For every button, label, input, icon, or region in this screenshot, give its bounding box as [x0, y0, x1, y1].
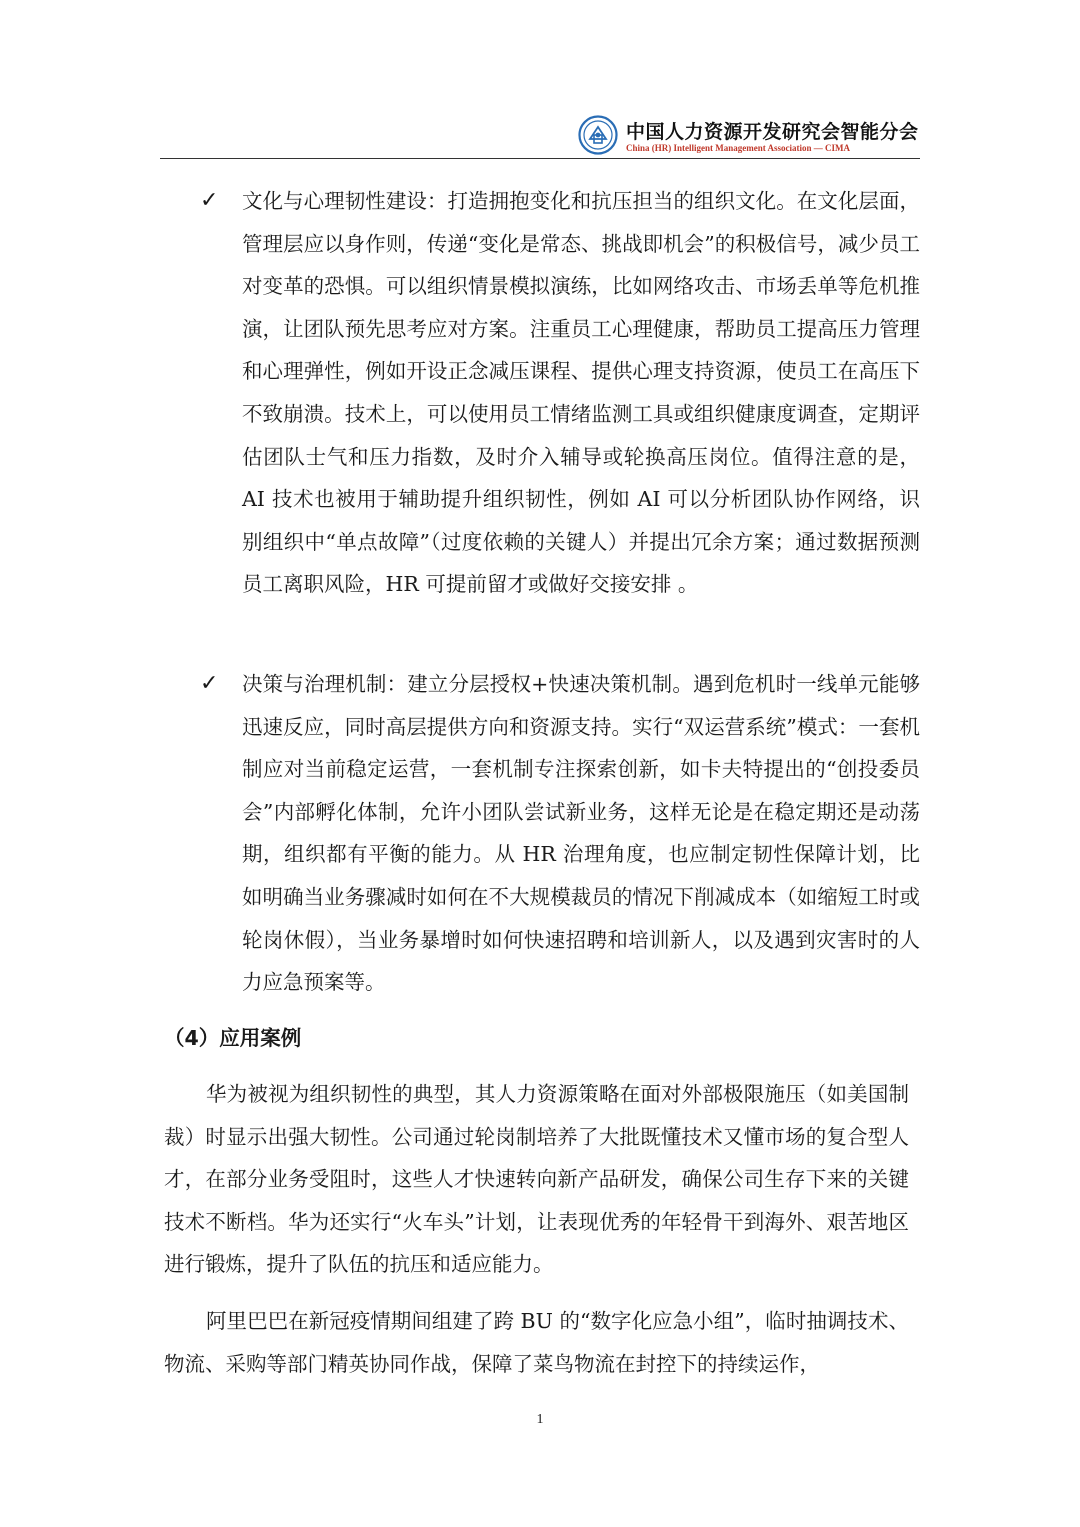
bullet-item-governance — [200, 663, 920, 1004]
org-name-en: China (HR) Intelligent Management Association — CIMA — [626, 143, 850, 153]
section-heading: （4）应用案例 — [164, 1026, 302, 1050]
bullet-text: 决策与治理机制：建立分层授权+快速决策机制。遇到危机时一线单元能够迅速反应，同时高层提供方向和资源支持。实行“双运营系统”模式：一套机制应对当前稳定运营，一套机制专注探索创新，如卡夫特提出的“创投委员会”内部孵化体制，允许小团队尝试新业务，这样无论是在稳定期还是动荡期，组织都有平衡的能力。从 HR 治理角度，也应制定韧性保障计划，比如明确当业务骤减时如何在不大规模裁员的情况下削减成本（如缩短工时或轮岗休假），当业务暴增时如何快速招聘和培训新人，以及遇到灾害时的人力应急预案等。 — [242, 672, 920, 995]
page-number: 1 — [536, 1412, 544, 1427]
bullet-item-culture — [200, 180, 920, 606]
cima-logo-icon — [578, 115, 618, 155]
header-divider — [160, 158, 920, 159]
paragraph-huawei: 华为被视为组织韧性的典型，其人力资源策略在面对外部极限施压（如美国制裁）时显示出强大韧性。公司通过轮岗制培养了大批既懂技术又懂市场的复合型人才，在部分业务受阻时，这些人才快速转向新产品研发，确保公司生存下来的关键技术不断档。华为还实行“火车头”计划，让表现优秀的年轻骨干到海外、艰苦地区进行锻炼，提升了队伍的抗压和适应能力。 — [164, 1082, 909, 1277]
checkmark-icon: ✓ — [200, 671, 219, 696]
paragraph-alibaba: 阿里巴巴在新冠疫情期间组建了跨 BU 的“数字化应急小组”，临时抽调技术、物流、采购等部门精英协同作战，保障了菜鸟物流在封控下的持续运作， — [164, 1309, 909, 1376]
page-header — [160, 112, 920, 162]
checkmark-icon: ✓ — [200, 188, 219, 213]
org-name-cn: 中国人力资源开发研究会智能分会 — [626, 121, 919, 143]
bullet-text: 文化与心理韧性建设：打造拥抱变化和抗压担当的组织文化。在文化层面，管理层应以身作则，传递“变化是常态、挑战即机会”的积极信号，减少员工对变革的恐惧。可以组织情景模拟演练，比如网络攻击、市场丢单等危机推演，让团队预先思考应对方案。注重员工心理健康，帮助员工提高压力管理和心理弹性，例如开设正念减压课程、提供心理支持资源，使员工在高压下不致崩溃。技术上，可以使用员工情绪监测工具或组织健康度调查，定期评估团队士气和压力指数，及时介入辅导或轮换高压岗位。值得注意的是，AI 技术也被用于辅助提升组织韧性，例如 AI 可以分析团队协作网络，识别组织中“单点故障”（过度依赖的关键人）并提出冗余方案；通过数据预测员工离职风险，HR 可提前留才或做好交接安排 。 — [242, 189, 920, 597]
